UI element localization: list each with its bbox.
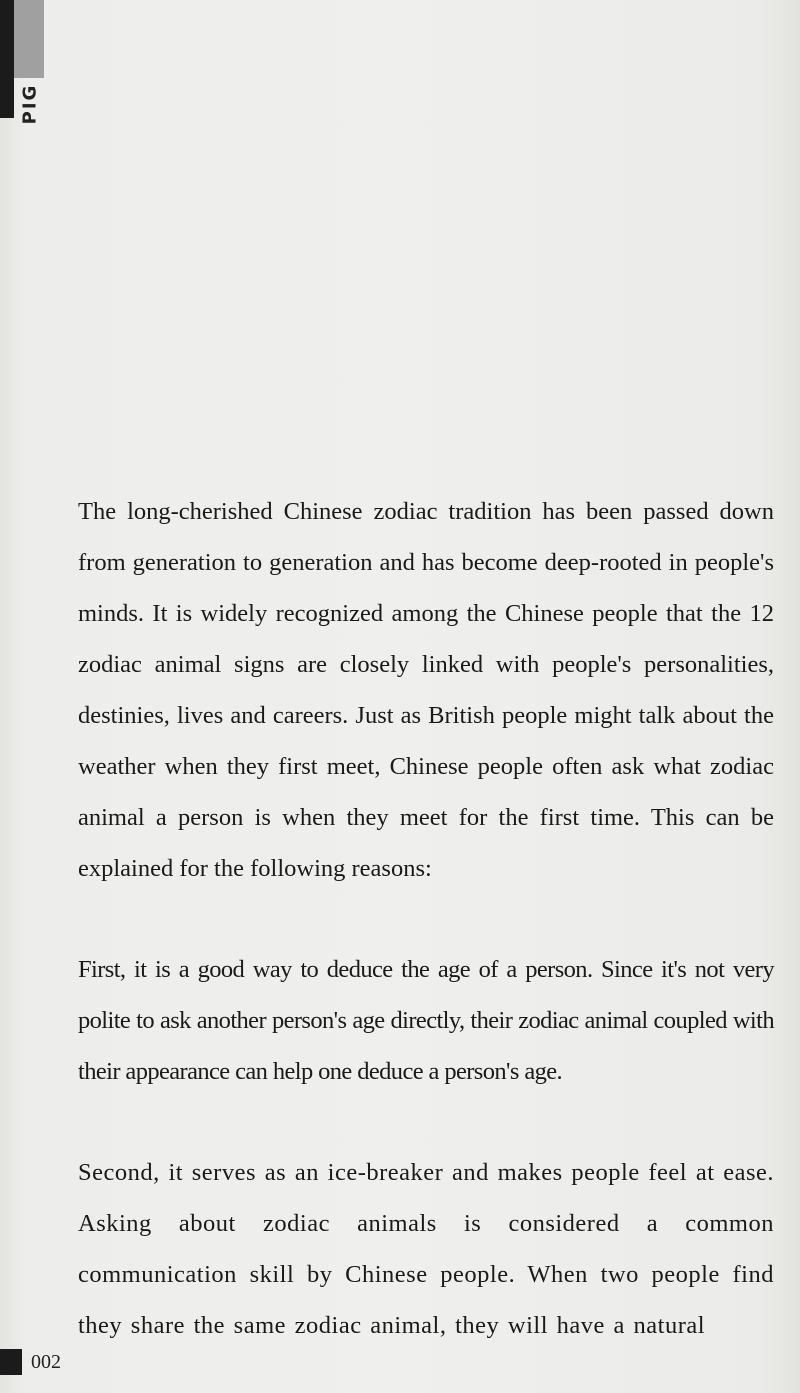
paragraph-intro: The long-cherished Chinese zodiac tradition has been passed down from generation to generation and has become deep-rooted in people's minds. It is widely recognized among the Chinese people that the 12 zodiac animal signs are closely linked with people's personalities, destinies, lives and careers. Just as British people might talk about the weather when they first meet, Chinese people often ask what zodiac animal a person is when they meet for the first time. This can be explained for the following reasons:: [78, 498, 774, 882]
page-number: 002: [31, 1351, 61, 1373]
section-label: PIG: [19, 83, 41, 125]
section-tab: [14, 0, 44, 78]
page-number-marker: [0, 1349, 22, 1375]
paragraph-first-reason: First, it is a good way to deduce the age of a person. Since it's not very polite to ask another person's age directly, their zodiac animal coupled with their appearance can help one deduce a person's age.: [78, 956, 774, 1085]
corner-bar: [0, 0, 14, 118]
paragraph-second-reason: Second, it serves as an ice-breaker and makes people feel at ease. Asking about zodiac animals is considered a common communication skill by Chinese people. When two people find they share the same zodiac animal, they will have a natural: [78, 1159, 774, 1339]
text-body: [78, 486, 774, 1351]
